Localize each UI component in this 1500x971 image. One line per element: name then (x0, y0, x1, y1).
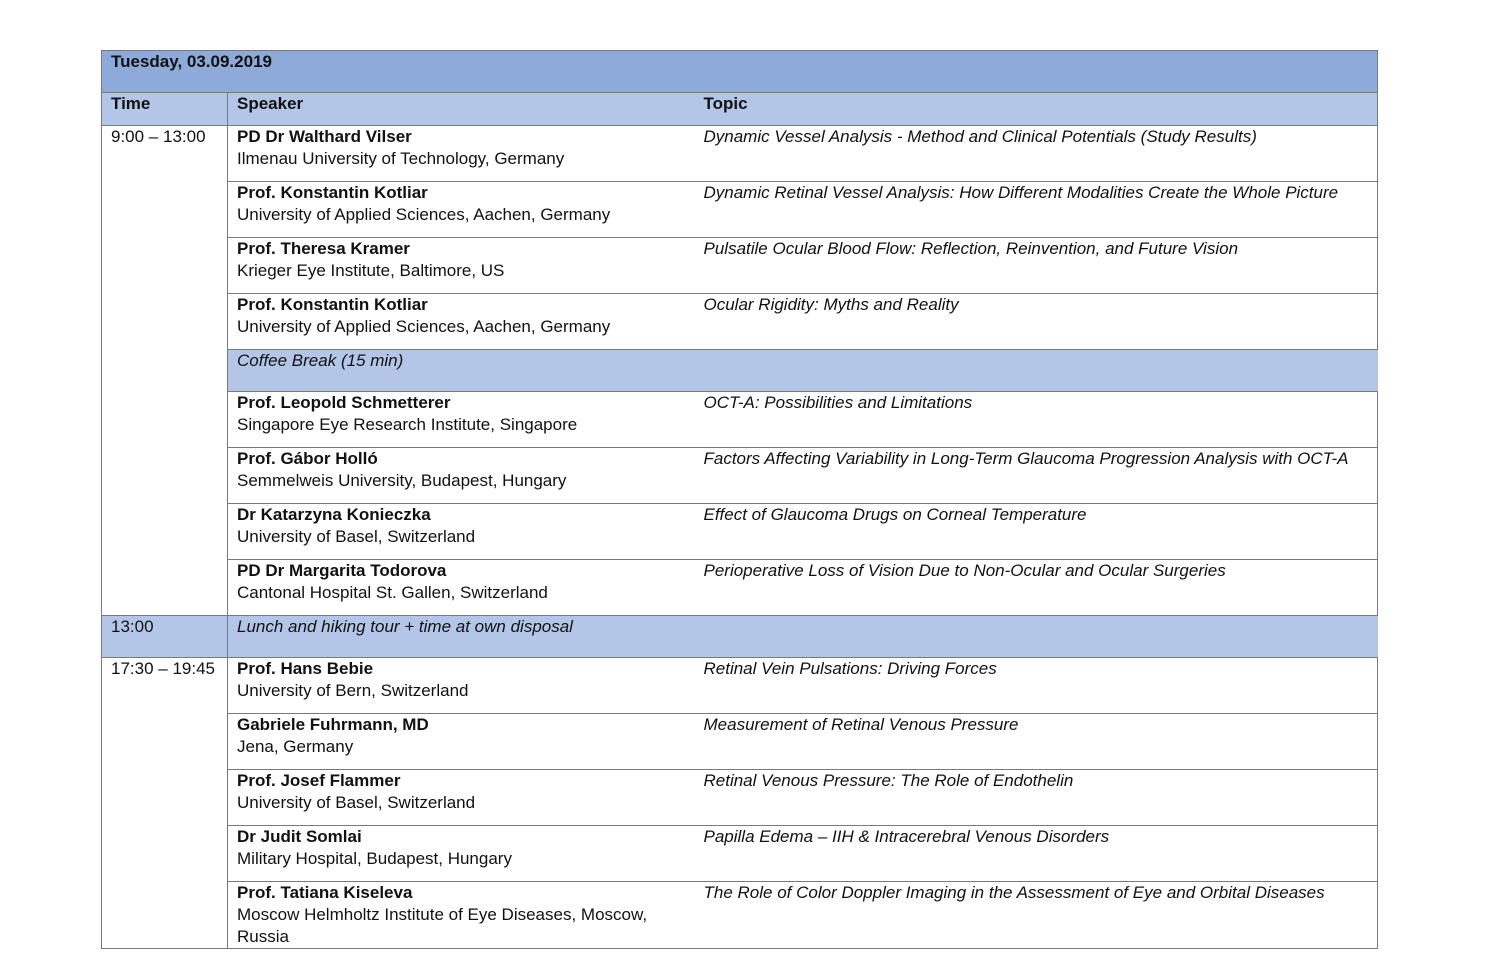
speaker-name: PD Dr Walthard Vilser (237, 127, 412, 146)
talk-topic: Perioperative Loss of Vision Due to Non-Ocular and Ocular Surgeries (703, 561, 1226, 580)
speaker-affiliation: University of Bern, Switzerland (237, 681, 469, 700)
talk-topic: Retinal Vein Pulsations: Driving Forces (703, 659, 997, 678)
talk-row (102, 126, 1378, 182)
date-header-row (102, 51, 1378, 93)
speaker-cell (228, 392, 695, 448)
speaker-name: Gabriele Fuhrmann, MD (237, 715, 429, 734)
speaker-affiliation: University of Applied Sciences, Aachen, Germany (237, 317, 611, 336)
talk-row (102, 294, 1378, 350)
speaker-affiliation: Krieger Eye Institute, Baltimore, US (237, 261, 505, 280)
talk-topic: Papilla Edema – IIH & Intracerebral Venous Disorders (703, 827, 1110, 846)
talk-topic: Measurement of Retinal Venous Pressure (703, 715, 1019, 734)
speaker-affiliation: Singapore Eye Research Institute, Singapore (237, 415, 578, 434)
topic-cell (695, 560, 1378, 616)
talk-row (102, 182, 1378, 238)
column-header-topic: Topic (695, 93, 1378, 126)
speaker-name: Dr Katarzyna Konieczka (237, 505, 431, 524)
speaker-name: Prof. Leopold Schmetterer (237, 393, 451, 412)
talk-topic: Factors Affecting Variability in Long-Term Glaucoma Progression Analysis with OCT-A (703, 449, 1349, 468)
topic-cell (695, 882, 1378, 949)
schedule-body (102, 51, 1378, 949)
speaker-cell (228, 770, 695, 826)
speaker-name: Prof. Konstantin Kotliar (237, 183, 428, 202)
speaker-cell (228, 826, 695, 882)
talk-row (102, 826, 1378, 882)
break-row (102, 350, 1378, 392)
speaker-affiliation: University of Basel, Switzerland (237, 527, 476, 546)
speaker-affiliation: Military Hospital, Budapest, Hungary (237, 849, 512, 868)
talk-row (102, 238, 1378, 294)
speaker-cell (228, 658, 695, 714)
speaker-affiliation: University of Applied Sciences, Aachen, Germany (237, 205, 611, 224)
topic-cell (695, 658, 1378, 714)
speaker-cell (228, 126, 695, 182)
topic-cell (695, 448, 1378, 504)
topic-cell (695, 126, 1378, 182)
talk-topic: Dynamic Retinal Vessel Analysis: How Different Modalities Create the Whole Picture (703, 183, 1339, 202)
speaker-affiliation: Cantonal Hospital St. Gallen, Switzerland (237, 583, 548, 602)
speaker-cell (228, 714, 695, 770)
talk-row (102, 714, 1378, 770)
talk-row (102, 448, 1378, 504)
session-time: 17:30 – 19:45 (102, 658, 228, 949)
topic-cell (695, 238, 1378, 294)
speaker-cell (228, 560, 695, 616)
speaker-name: PD Dr Margarita Todorova (237, 561, 447, 580)
speaker-affiliation: Jena, Germany (237, 737, 354, 756)
speaker-cell (228, 504, 695, 560)
topic-cell (695, 392, 1378, 448)
speaker-affiliation: Ilmenau University of Technology, Germany (237, 149, 565, 168)
talk-topic: Ocular Rigidity: Myths and Reality (703, 295, 959, 314)
column-header-row (102, 93, 1378, 126)
speaker-name: Prof. Gábor Holló (237, 449, 378, 468)
speaker-affiliation: Moscow Helmholtz Institute of Eye Diseases, Moscow, Russia (237, 905, 648, 946)
speaker-cell (228, 882, 695, 949)
lunch-time: 13:00 (102, 616, 228, 658)
speaker-cell (228, 294, 695, 350)
speaker-name: Prof. Josef Flammer (237, 771, 401, 790)
speaker-cell (228, 238, 695, 294)
date-header: Tuesday, 03.09.2019 (102, 51, 1378, 93)
talk-topic: The Role of Color Doppler Imaging in the Assessment of Eye and Orbital Diseases (703, 883, 1325, 902)
topic-cell (695, 504, 1378, 560)
speaker-name: Dr Judit Somlai (237, 827, 362, 846)
column-header-speaker: Speaker (228, 93, 695, 126)
schedule-table (101, 50, 1378, 949)
talk-row (102, 504, 1378, 560)
talk-topic: Retinal Venous Pressure: The Role of Endothelin (703, 771, 1074, 790)
speaker-name: Prof. Tatiana Kiseleva (237, 883, 413, 902)
topic-cell (695, 294, 1378, 350)
coffee-break-label: Coffee Break (15 min) (228, 350, 1378, 392)
topic-cell (695, 182, 1378, 238)
talk-row (102, 770, 1378, 826)
speaker-name: Prof. Theresa Kramer (237, 239, 410, 258)
lunch-label: Lunch and hiking tour + time at own disposal (228, 616, 1378, 658)
speaker-cell (228, 448, 695, 504)
lunch-row (102, 616, 1378, 658)
talk-topic: Dynamic Vessel Analysis - Method and Clinical Potentials (Study Results) (703, 127, 1257, 146)
session-time: 9:00 – 13:00 (102, 126, 228, 616)
speaker-affiliation: University of Basel, Switzerland (237, 793, 476, 812)
speaker-affiliation: Semmelweis University, Budapest, Hungary (237, 471, 567, 490)
talk-row (102, 882, 1378, 949)
talk-topic: Pulsatile Ocular Blood Flow: Reflection, Reinvention, and Future Vision (703, 239, 1239, 258)
talk-row (102, 560, 1378, 616)
speaker-cell (228, 182, 695, 238)
talk-row (102, 392, 1378, 448)
column-header-time: Time (102, 93, 228, 126)
topic-cell (695, 770, 1378, 826)
talk-topic: OCT-A: Possibilities and Limitations (703, 393, 973, 412)
topic-cell (695, 826, 1378, 882)
topic-cell (695, 714, 1378, 770)
speaker-name: Prof. Konstantin Kotliar (237, 295, 428, 314)
talk-row (102, 658, 1378, 714)
speaker-name: Prof. Hans Bebie (237, 659, 374, 678)
talk-topic: Effect of Glaucoma Drugs on Corneal Temperature (703, 505, 1087, 524)
